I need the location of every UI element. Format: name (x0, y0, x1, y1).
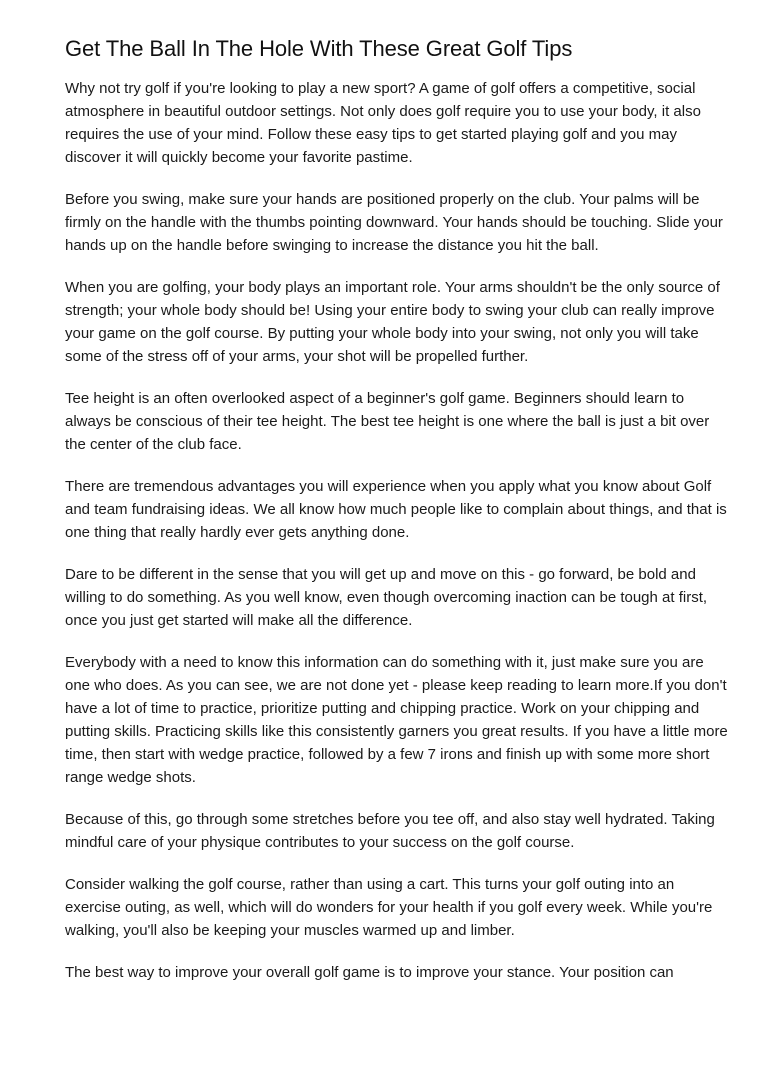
paragraph-dare-different: Dare to be different in the sense that you will get up and move on this - go forward, be bold and willing to do something. As you well know, even though overcoming inaction can be tough at first, once you just get started will make all the difference. (65, 566, 708, 629)
paragraph-grip: Before you swing, make sure your hands are positioned properly on the club. Your palms will be firmly on the handle with the thumbs pointing downward. Your hands should be touching. Slide your hands up on the handle before swinging to increase the distance you hit the ball. (65, 191, 723, 254)
paragraph-intro: Why not try golf if you're looking to play a new sport? A game of golf offers a competitive, social atmosphere in beautiful outdoor settings. Not only does golf require you to use your body, it also requires the use of your mind. Follow these easy tips to get started playing golf and you may discover it will quickly become your favorite pastime. (65, 80, 701, 166)
paragraph-advantages: There are tremendous advantages you will experience when you apply what you know about Golf and team fundraising ideas. We all know how much people like to complain about things, and that is one thing that really hardly ever gets anything done. (65, 478, 727, 541)
paragraph-body-role: When you are golfing, your body plays an important role. Your arms shouldn't be the only source of strength; your whole body should be! Using your entire body to swing your club can really improve your game on the golf course. By putting your whole body into your swing, not only you will take some of the stress off of your arms, your shot will be propelled further. (65, 279, 720, 365)
document-title: Get The Ball In The Hole With These Great Golf Tips (65, 36, 573, 61)
paragraph-practice: Everybody with a need to know this information can do something with it, just make sure you are one who does. As you can see, we are not done yet - please keep reading to learn more.If you don't have a lot of time to practice, prioritize putting and chipping practice. Work on your chipping and putting skills. Practicing skills like this consistently garners you great results. If you have a little more time, then start with wedge practice, followed by a few 7 irons and finish up with some more short range wedge shots. (65, 654, 728, 786)
document-body (65, 77, 728, 984)
paragraph-walking: Consider walking the golf course, rather than using a cart. This turns your golf outing into an exercise outing, as well, which will do wonders for your health if you golf every week. While you're walking, you'll also be keeping your muscles warmed up and limber. (65, 876, 713, 939)
paragraph-stretches: Because of this, go through some stretches before you tee off, and also stay well hydrated. Taking mindful care of your physique contributes to your success on the golf course. (65, 811, 715, 851)
paragraph-tee-height: Tee height is an often overlooked aspect of a beginner's golf game. Beginners should learn to always be conscious of their tee height. The best tee height is one where the ball is just a bit over the center of the club face. (65, 390, 710, 453)
paragraph-stance: The best way to improve your overall golf game is to improve your stance. Your position can (65, 964, 674, 981)
